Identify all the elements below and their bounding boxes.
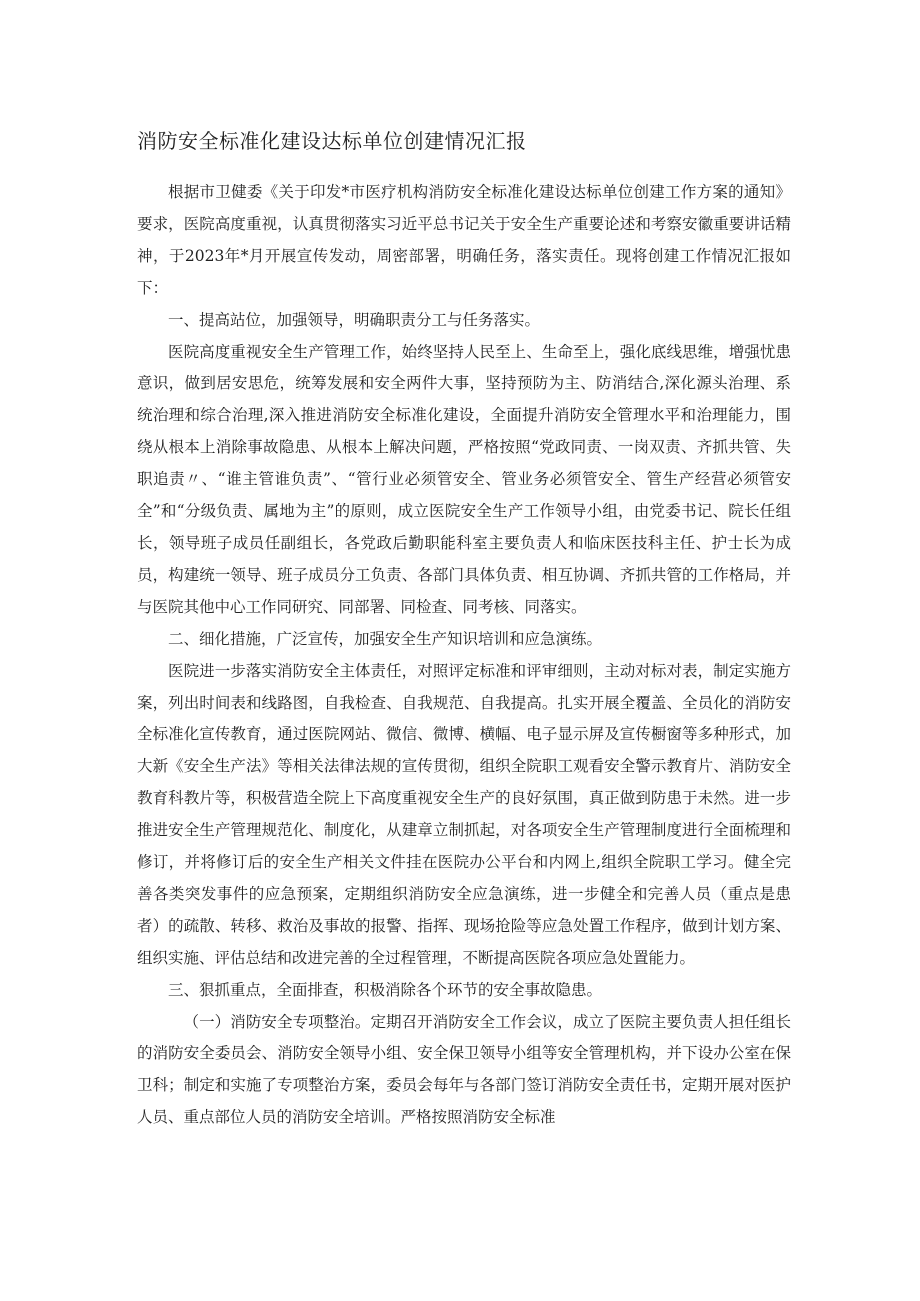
section-heading-1: 一、提高站位，加强领导，明确职责分工与任务落实。 [168,310,541,329]
section-heading-3: 三、狠抓重点，全面排查，积极消除各个环节的安全事故隐患。 [168,980,603,999]
document-body [137,177,791,1134]
paragraph-subsection-1: （一）消防安全专项整治。定期召开消防安全工作会议，成立了医院主要负责人担任组长的消防安全委员会、消防安全领导小组、安全保卫领导小组等安全管理机构，并下设办公室在保卫科；制定和实施了专项整治方案，委员会每年与各部门签订消防安全责任书，定期开展对医护人员、重点部位人员的消防安全培训。严格按照消防安全标准 [137,1012,791,1127]
section-heading-2: 二、细化措施，广泛宣传，加强安全生产知识培训和应急演练。 [168,629,603,648]
paragraph-intro: 根据市卫健委《关于印发*市医疗机构消防安全标准化建设达标单位创建工作方案的通知》要求，医院高度重视，认真贯彻落实习近平总书记关于安全生产重要论述和考察安徽重要讲话精神，于2023年*月开展宣传发动，周密部署，明确任务，落实责任。现将创建工作情况汇报如下： [137,183,791,297]
paragraph-section-1: 医院高度重视安全生产管理工作，始终坚持人民至上、生命至上，强化底线思维，增强忧患意识，做到居安思危，统筹发展和安全两件大事，坚持预防为主、防消结合,深化源头治理、系统治理和综合治理,深入推进消防安全标准化建设，全面提升消防安全管理水平和治理能力，围绕从根本上消除事故隐患、从根本上解决问题，严格按照“党政同责、一岗双责、齐抓共管、失职追责〃、“谁主管谁负责”、“管行业必须管安全、管业务必须管安全、管生产经营必须管安全”和“分级负责、属地为主”的原则，成立医院安全生产工作领导小组，由党委书记、院长任组长，领导班子成员任副组长，各党政后勤职能科室主要负责人和临床医技科主任、护士长为成员，构建统一领导、班子成员分工负责、各部门具体负责、相互协调、齐抓共管的工作格局，并与医院其他中心工作同研究、同部署、同检查、同考核、同落实。 [137,342,791,616]
paragraph-section-2: 医院进一步落实消防安全主体责任，对照评定标准和评审细则，主动对标对表，制定实施方案，列出时间表和线路图，自我检查、自我规范、自我提高。扎实开展全覆盖、全员化的消防安全标准化宣传教育，通过医院网站、微信、微博、横幅、电子显示屏及宣传橱窗等多种形式，加大新《安全生产法》等相关法律法规的宣传贯彻，组织全院职工观看安全警示教育片、消防安全教育科教片等，积极营造全院上下高度重视安全生产的良好氛围，真正做到防患于未然。进一步推进安全生产管理规范化、制度化，从建章立制抓起，对各项安全生产管理制度进行全面梳理和修订，并将修订后的安全生产相关文件挂在医院办公平台和内网上,组织全院职工学习。健全完善各类突发事件的应急预案，定期组织消防安全应急演练，进一步健全和完善人员（重点是患者）的疏散、转移、救治及事故的报警、指挥、现场抢险等应急处置工作程序，做到计划方案、组织实施、评估总结和改进完善的全过程管理，不断提高医院各项应急处置能力。 [137,661,791,967]
document-title: 消防安全标准化建设达标单位创建情况汇报 [137,129,527,153]
